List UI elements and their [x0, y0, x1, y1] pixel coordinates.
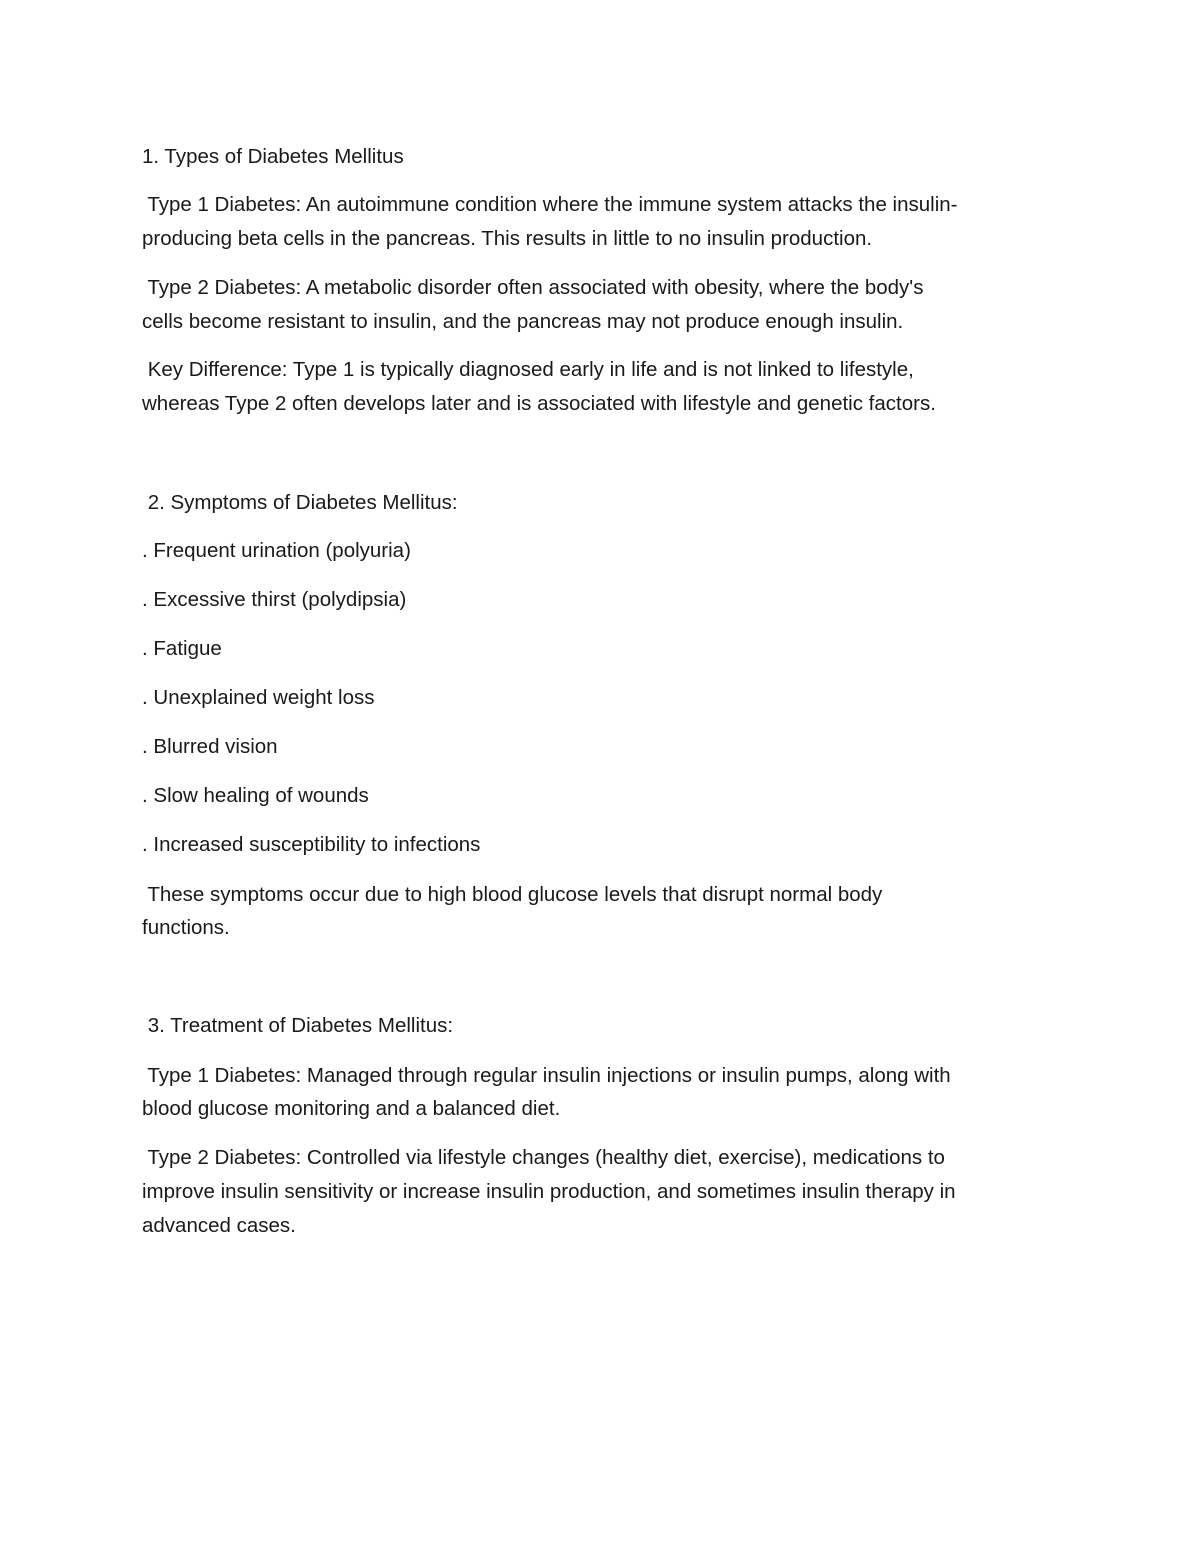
symptom-item: . Increased susceptibility to infections — [142, 833, 481, 856]
symptom-item: . Unexplained weight loss — [142, 686, 375, 709]
symptom-item: . Slow healing of wounds — [142, 784, 369, 807]
section1-key-difference-line1: Key Difference: Type 1 is typically diagnosed early in life and is not linked to lifestyle, — [142, 358, 914, 381]
section2-note-line2: functions. — [142, 916, 230, 939]
section3-type2-line3: advanced cases. — [142, 1214, 296, 1237]
section2-heading: 2. Symptoms of Diabetes Mellitus: — [142, 491, 458, 514]
section1-type1-line2: producing beta cells in the pancreas. This results in little to no insulin production. — [142, 227, 873, 250]
symptom-item: . Blurred vision — [142, 735, 278, 758]
section3-heading: 3. Treatment of Diabetes Mellitus: — [142, 1014, 454, 1037]
section3-type1-line2: blood glucose monitoring and a balanced diet. — [142, 1097, 561, 1120]
section1-type1-line1: Type 1 Diabetes: An autoimmune condition where the immune system attacks the insulin- — [142, 193, 958, 216]
symptom-item: . Excessive thirst (polydipsia) — [142, 588, 407, 611]
section3-type2-line2: improve insulin sensitivity or increase insulin production, and sometimes insulin therapy in — [142, 1180, 956, 1203]
section1-key-difference-line2: whereas Type 2 often develops later and is associated with lifestyle and genetic factors. — [142, 392, 936, 415]
symptom-item: . Fatigue — [142, 637, 222, 660]
section2-note-line1: These symptoms occur due to high blood glucose levels that disrupt normal body — [142, 883, 883, 906]
section3-type2-line1: Type 2 Diabetes: Controlled via lifestyle changes (healthy diet, exercise), medications to — [142, 1146, 945, 1169]
section1-type2-line2: cells become resistant to insulin, and the pancreas may not produce enough insulin. — [142, 310, 904, 333]
section3-type1-line1: Type 1 Diabetes: Managed through regular insulin injections or insulin pumps, along with — [142, 1064, 951, 1087]
section1-type2-line1: Type 2 Diabetes: A metabolic disorder often associated with obesity, where the body's — [142, 276, 924, 299]
symptom-item: . Frequent urination (polyuria) — [142, 539, 411, 562]
section1-heading: 1. Types of Diabetes Mellitus — [142, 145, 404, 168]
